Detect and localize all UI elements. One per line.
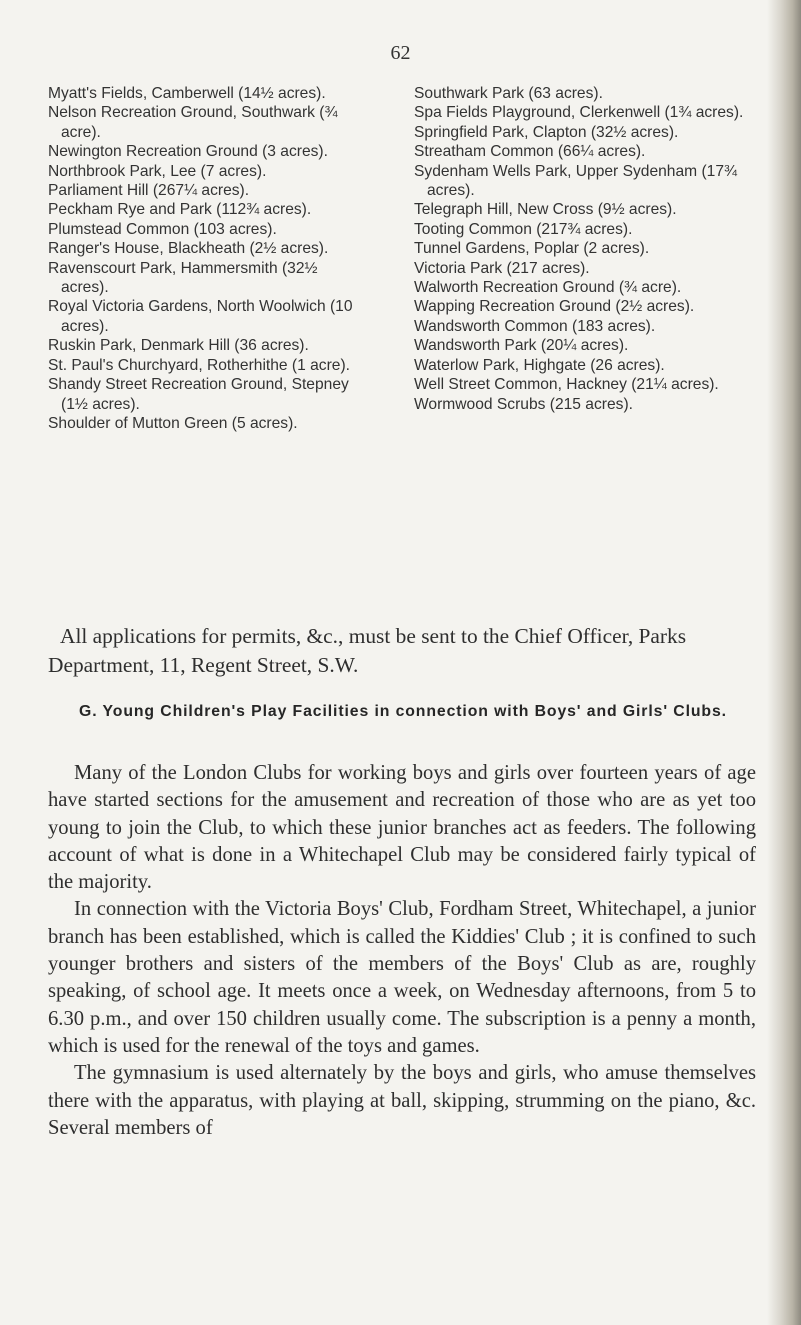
park-entry: Northbrook Park, Lee (7 acres). <box>48 162 267 180</box>
park-entry: Wormwood Scrubs (215 acres). <box>414 395 633 413</box>
park-entry: Myatt's Fields, Camberwell (14½ acres). <box>48 85 326 102</box>
section-body <box>48 760 756 1142</box>
park-entry: Tooting Common (217¾ acres). <box>414 220 633 238</box>
park-entry: Victoria Park (217 acres). <box>414 259 590 277</box>
parks-list-right <box>414 84 764 414</box>
park-entry: Ravenscourt Park, Hammersmith (32½ acres). <box>48 259 318 297</box>
park-entry: Wapping Recreation Ground (2½ acres). <box>414 298 695 316</box>
park-entry: Ruskin Park, Denmark Hill (36 acres). <box>48 337 309 355</box>
park-entry: Shandy Street Recreation Ground, Stepney (1½ acres). <box>48 376 349 413</box>
parks-list-left <box>48 84 368 433</box>
body-paragraph: Many of the London Clubs for working boys and girls over fourteen years of age have started sections for the amusement and recreation of those who are as yet too young to join the Club, to which these junior branches act as feeders. The following account of what is done in a Whitechapel Club may be considered fairly typical of the majority. <box>48 762 756 894</box>
park-entry: Tunnel Gardens, Poplar (2 acres). <box>414 240 650 258</box>
park-entry: Wandsworth Common (183 acres). <box>414 317 656 335</box>
park-entry: Walworth Recreation Ground (¾ acre). <box>414 279 682 297</box>
park-entry: Shoulder of Mutton Green (5 acres). <box>48 414 298 432</box>
park-entry: Royal Victoria Gardens, North Woolwich (10 acres). <box>48 298 353 335</box>
page-number: 62 <box>390 42 411 64</box>
park-entry: Peckham Rye and Park (112¾ acres). <box>48 201 312 219</box>
park-entry: Sydenham Wells Park, Upper Sydenham (17¾ acres). <box>414 162 738 200</box>
park-entry: Plumstead Common (103 acres). <box>48 220 277 238</box>
body-paragraph: The gymnasium is used alternately by the boys and girls, who amuse themselves there with the apparatus, with playing at ball, skipping, strumming on the piano, &c. Several members of <box>48 1062 756 1139</box>
park-entry: St. Paul's Churchyard, Rotherhithe (1 acre). <box>48 356 350 374</box>
page-edge-shadow <box>767 0 801 1325</box>
park-entry: Newington Recreation Ground (3 acres). <box>48 143 328 161</box>
park-entry: Well Street Common, Hackney (21¼ acres). <box>414 376 719 394</box>
park-entry: Streatham Common (66¼ acres). <box>414 143 646 161</box>
permits-notice: All applications for permits, &c., must be sent to the Chief Officer, Parks Department, 11, Regent Street, S.W. <box>48 624 687 677</box>
park-entry: Parliament Hill (267¼ acres). <box>48 182 250 200</box>
body-paragraph: In connection with the Victoria Boys' Club, Fordham Street, Whitechapel, a junior branch has been established, which is called the Kiddies' Club ; it is confined to such younger brothers and sisters of the members of the Boys' Club as are, roughly speaking, of school age. It meets once a week, on Wednesday afternoons, from 5 to 6.30 p.m., and over 150 children usually come. The subscription is a penny a month, which is used for the renewal of the toys and games. <box>48 898 756 1057</box>
park-entry: Southwark Park (63 acres). <box>414 85 603 102</box>
park-entry: Springfield Park, Clapton (32½ acres). <box>414 123 679 141</box>
park-entry: Wandsworth Park (20¼ acres). <box>414 337 629 355</box>
park-entry: Waterlow Park, Highgate (26 acres). <box>414 356 665 374</box>
park-entry: Spa Fields Playground, Clerkenwell (1¾ acres). <box>414 104 744 122</box>
park-entry: Nelson Recreation Ground, Southwark (¾ acre). <box>48 104 338 141</box>
park-entry: Ranger's House, Blackheath (2½ acres). <box>48 240 329 258</box>
park-entry: Telegraph Hill, New Cross (9½ acres). <box>414 201 677 219</box>
section-heading: G. Young Children's Play Facilities in connection with Boys' and Girls' Clubs. <box>79 703 727 720</box>
